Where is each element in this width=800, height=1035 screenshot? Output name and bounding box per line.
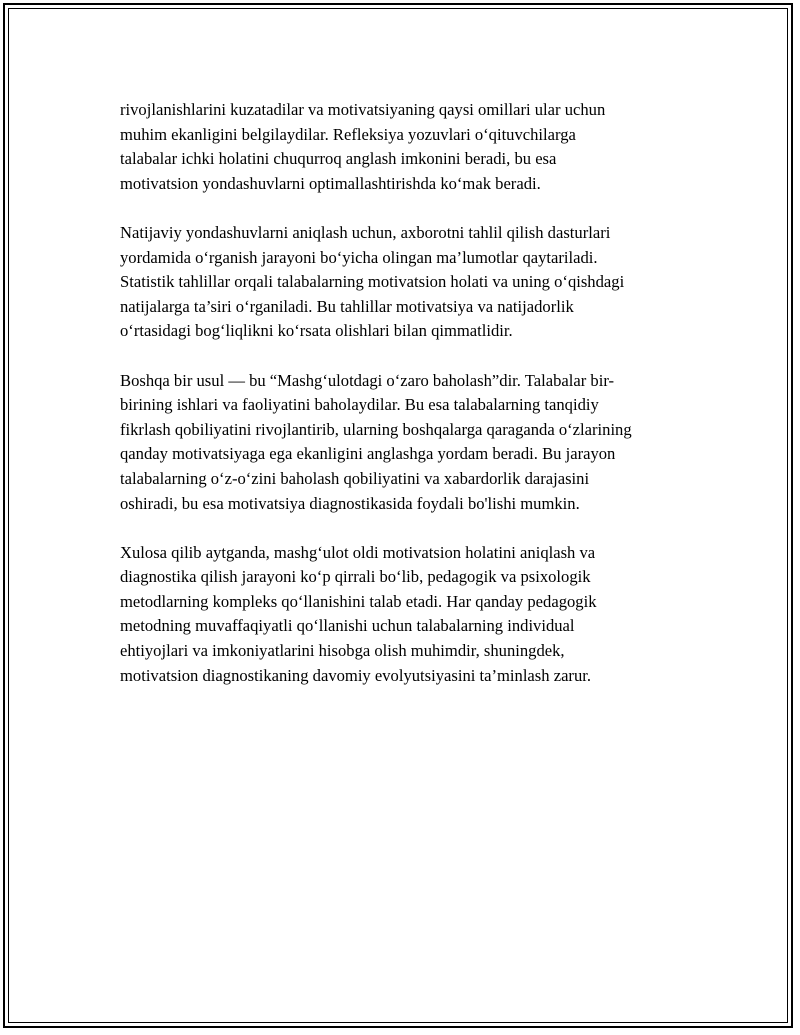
paragraph-1 (120, 98, 700, 196)
text-line: Statistik tahlillar orqali talabalarning motivatsion holati va uning o‘qishdagi (120, 272, 625, 292)
text-line: o‘rtasidagi bog‘liqlikni ko‘rsata olishlari bilan qimmatlidir. (120, 321, 513, 341)
text-line: Boshqa bir usul — bu “Mashg‘ulotdagi o‘zaro baholash”dir. Talabalar bir- (120, 370, 615, 390)
text-line: natijalarga ta’siri o‘rganiladi. Bu tahlillar motivatsiya va natijadorlik (120, 296, 574, 316)
paragraph-2 (120, 221, 700, 344)
text-line: metodlarning kompleks qo‘llanishini talab etadi. Har qanday pedagogik (120, 591, 597, 611)
paragraph-4 (120, 541, 700, 689)
text-line: diagnostika qilish jarayoni ko‘p qirrali bo‘lib, pedagogik va psixologik (120, 567, 591, 587)
text-line: Xulosa qilib aytganda, mashg‘ulot oldi motivatsion holatini aniqlash va (120, 542, 596, 562)
text-line: talabalarning o‘z-o‘zini baholash qobiliyatini va xabardorlik darajasini (120, 468, 590, 488)
text-line: motivatsion diagnostikaning davomiy evolyutsiyasini ta’minlash zarur. (120, 665, 592, 685)
document-body (120, 98, 700, 713)
text-line: rivojlanishlarini kuzatadilar va motivatsiyaning qaysi omillari ular uchun (120, 100, 606, 119)
text-line: oshiradi, bu esa motivatsiya diagnostikasida foydali bo'lishi mumkin. (120, 493, 580, 513)
text-line: motivatsion yondashuvlarni optimallashtirishda ko‘mak beradi. (120, 173, 541, 193)
text-line: qanday motivatsiyaga ega ekanligini anglashga yordam beradi. Bu jarayon (120, 444, 616, 464)
text-line: metodning muvaffaqiyatli qo‘llanishi uchun talabalarning individual (120, 616, 575, 636)
text-line: birining ishlari va faoliyatini baholaydilar. Bu esa talabalarning tanqidiy (120, 395, 599, 415)
text-line: Natijaviy yondashuvlarni aniqlash uchun, axborotni tahlil qilish dasturlari (120, 222, 611, 242)
text-line: yordamida o‘rganish jarayoni bo‘yicha olingan ma’lumotlar qaytariladi. (120, 247, 598, 267)
text-line: muhim ekanligini belgilaydilar. Refleksiya yozuvlari o‘qituvchilarga (120, 124, 576, 144)
text-line: talabalar ichki holatini chuqurroq anglash imkonini beradi, bu esa (120, 149, 557, 169)
text-line: fikrlash qobiliyatini rivojlantirib, ularning boshqalarga qaraganda o‘zlarining (120, 419, 632, 439)
text-line: ehtiyojlari va imkoniyatlarini hisobga olish muhimdir, shuningdek, (120, 641, 565, 661)
paragraph-3 (120, 369, 700, 517)
document-page (3, 3, 793, 1028)
